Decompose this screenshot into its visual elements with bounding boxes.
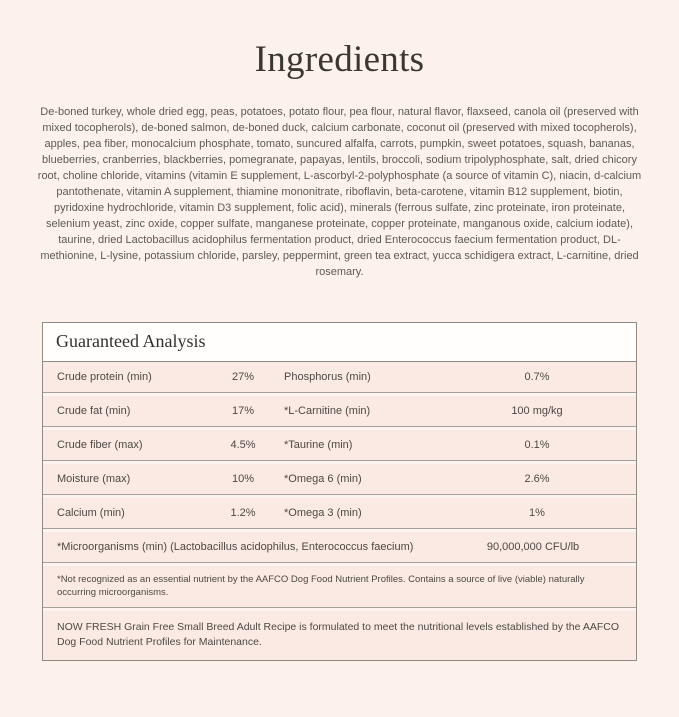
nutrient-value: 27% [231,371,255,383]
nutrient-value: 0.7% [524,371,550,383]
table-row-microorganisms [43,532,636,562]
nutrient-label: Calcium (min) [57,507,125,519]
guaranteed-analysis-heading: Guaranteed Analysis [43,323,636,362]
nutrient-value: 1.2% [230,507,256,519]
nutrient-value: 10% [231,473,255,485]
nutrient-label: *Taurine (min) [284,439,353,451]
nutrient-label: *Omega 3 (min) [284,507,362,519]
nutrient-label: Crude protein (min) [57,371,152,383]
nutrient-label: *Omega 6 (min) [284,473,362,485]
nutrient-value: 1% [529,507,545,519]
nutrient-value: 2.6% [524,473,550,485]
nutrient-label: Phosphorus (min) [284,371,371,383]
table-row [43,498,636,528]
page-title: Ingredients [254,39,425,80]
guaranteed-analysis-rows [43,362,636,528]
nutrient-value: 100 mg/kg [511,405,563,417]
table-row [43,396,636,426]
table-row [43,430,636,460]
nutrient-value: 0.1% [524,439,550,451]
table-row [43,464,636,494]
nutrient-label: *Microorganisms (min) (Lactobacillus acidophilus, Enterococcus faecium) [57,541,414,553]
ingredients-paragraph: De-boned turkey, whole dried egg, peas, potatoes, potato flour, pea flour, natural flavor, flaxseed, canola oil (preserved with mixed tocopherols), de-boned salmon, de-boned duck, calcium carbonate, coconut oil (preserved with mixed tocopherols), apples, pea fiber, monocalcium phosphate, tomato, suncured alfalfa, carrots, pumpkin, sweet potatoes, squash, bananas, blueberries, cranberries, blackberries, pomegranate, papayas, lentils, broccoli, sodium tripolyphosphate, salt, dried chicory root, choline chloride, vitamins (vitamin E supplement, L-ascorbyl-2-polyphosphate (a source of vitamin C), niacin, d-calcium pantothenate, vitamin A supplement, thiamine mononitrate, riboflavin, beta-carotene, vitamin B12 supplement, biotin, pyridoxine hydrochloride, vitamin D3 supplement, folic acid), minerals (ferrous sulfate, zinc proteinate, iron proteinate, selenium yeast, zinc oxide, copper sulfate, manganese proteinate, copper proteinate, manganous oxide, calcium iodate), taurine, dried Lactobacillus acidophilus fermentation product, dried Enterococcus faecium fermentation product, DL-methionine, L-lysine, potassium chloride, parsley, peppermint, green tea extract, yucca schidigera extract, L-carnitine, dried rosemary. [37,106,642,278]
nutrient-label: Crude fat (min) [57,405,131,417]
aafco-footnote: *Not recognized as an essential nutrient by the AAFCO Dog Food Nutrient Profiles. Contains a source of live (viable) naturally occurring microorganisms. [43,566,636,607]
nutrient-label: Moisture (max) [57,473,131,485]
nutritional-adequacy-statement: NOW FRESH Grain Free Small Breed Adult Recipe is formulated to meet the nutritional levels established by the AAFCO Dog Food Nutrient Profiles for Maintenance. [43,611,636,660]
nutrient-value: 4.5% [230,439,256,451]
table-row [43,362,636,392]
nutrient-value: 90,000,000 CFU/lb [486,541,580,553]
nutrient-value: 17% [231,405,255,417]
nutrient-label: *L-Carnitine (min) [284,405,371,417]
nutrient-label: Crude fiber (max) [57,439,143,451]
guaranteed-analysis-panel [42,322,637,661]
